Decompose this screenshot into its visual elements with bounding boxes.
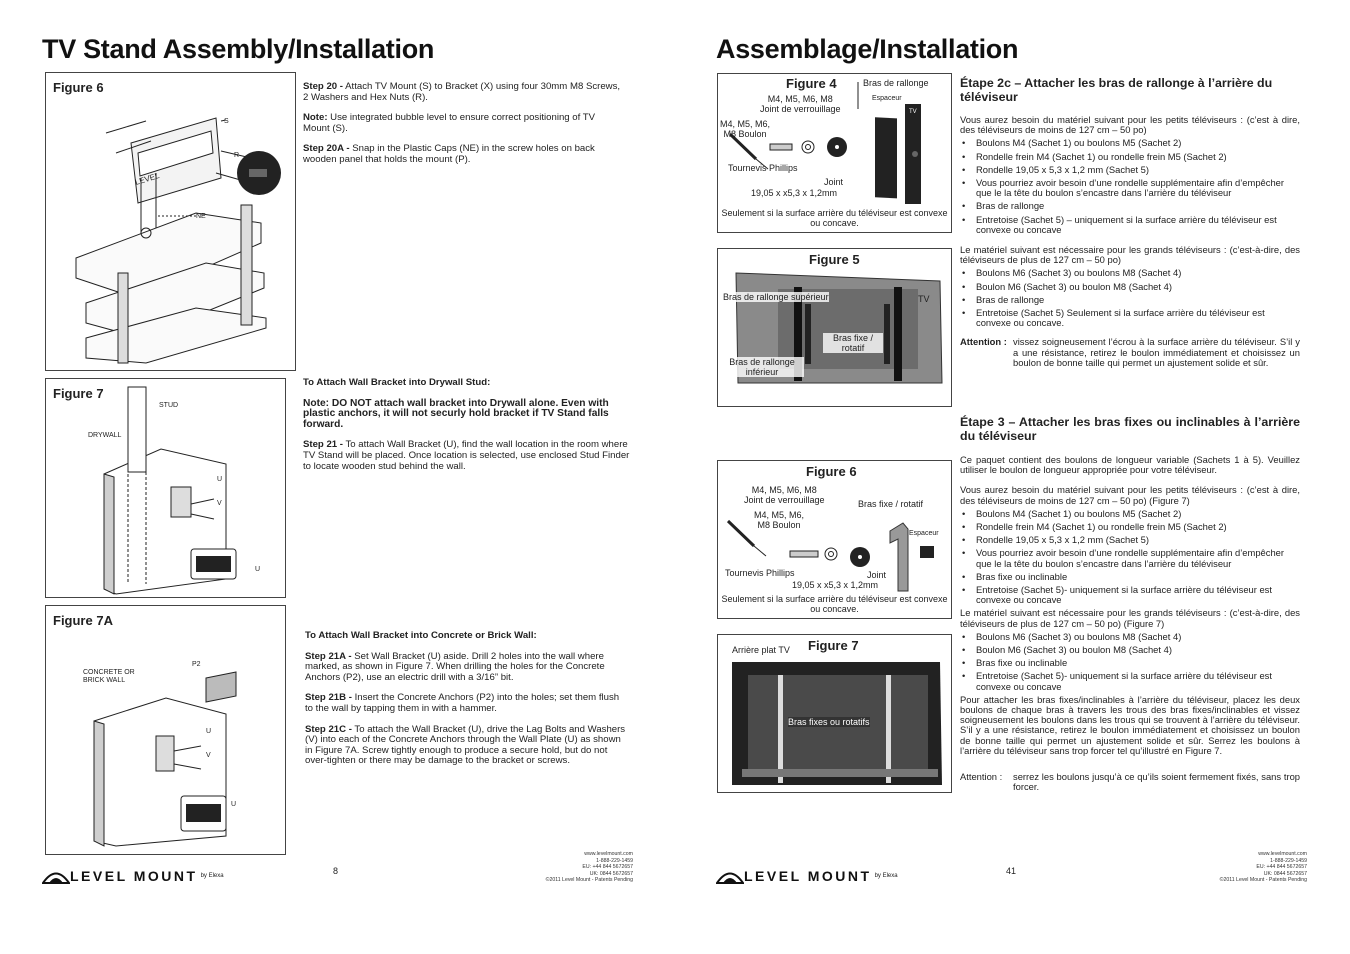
level-mount-logo-icon bbox=[716, 868, 744, 884]
attention-text: vissez soigneusement l’écrou à la surface arrière du téléviseur. S’il y a une résistance, retirez le boulon immédiatement et choisissez un boulon de bonne taille qui permet un ajustement solide et sûr. bbox=[1013, 336, 1300, 368]
figure-4-hardware bbox=[717, 73, 952, 233]
tv-stand-illustration bbox=[46, 73, 295, 370]
steps-20-block bbox=[303, 82, 621, 176]
label-joint: Joint bbox=[867, 570, 887, 580]
drywall-block bbox=[303, 378, 631, 482]
concrete-block bbox=[305, 631, 629, 777]
drywall-illustration bbox=[46, 379, 285, 597]
step-3-instructions: Pour attacher les bras fixes/inclinables à l’arrière du téléviseur, placez les deux boulons de chaque bras à travers les trous des bras fixes/inclinables et vissez soigneusement les boulons dans les trous qui se trouvent à l’arrière du téléviseur. S’il y a une résistance, retirez le boulon immédiatement et choisissez un boulon de bonne taille qui permet un ajustement solide et sûr. Serrez les boulons à l’arrière du téléviseur sans trop forcer tel qu’illustré en Figure 7. bbox=[960, 693, 1300, 756]
step-3-intro: Ce paquet contient des boulons de longueur variable (Sachets 1 à 5). Veuillez utiliser le boulon de longueur appropriée pour votre téléviseur. bbox=[960, 454, 1300, 476]
logo-by: by Elexa bbox=[874, 873, 898, 879]
label-drywall: DRYWALL bbox=[88, 432, 122, 439]
list-item: • Boulons M6 (Sachet 3) ou boulons M8 (Sachet 4) bbox=[960, 632, 1300, 642]
list-item: • Boulons M4 (Sachet 1) ou boulons M5 (Sachet 2) bbox=[960, 138, 1300, 148]
list-item: • Rondelle 19,05 x 5,3 x 1,2 mm (Sachet 5) bbox=[960, 535, 1300, 545]
label-extension-arm: Bras de rallonge bbox=[863, 78, 929, 88]
concrete-wall-illustration bbox=[46, 606, 285, 854]
label-screwdriver: Tournevis Phillips bbox=[728, 163, 798, 173]
label-r: R bbox=[234, 152, 240, 159]
logo-by: by Elexa bbox=[200, 873, 224, 879]
figure-title: Figure 6 bbox=[806, 464, 857, 479]
brand-logo-left bbox=[42, 868, 224, 884]
attention-note bbox=[960, 337, 1300, 368]
label-bolt-sizes: M4, M5, M6, M8 Joint de verrouillage bbox=[744, 485, 825, 505]
list-item: • Rondelle frein M4 (Sachet 1) ou rondelle frein M5 (Sachet 2) bbox=[960, 522, 1300, 532]
list-item: • Boulons M4 (Sachet 1) ou boulons M5 (Sachet 2) bbox=[960, 509, 1300, 519]
page-title-left: TV Stand Assembly/Installation bbox=[42, 34, 435, 64]
label-spacer: Espaceur bbox=[909, 530, 939, 537]
label-v: V bbox=[206, 752, 211, 759]
small-tv-hardware-list bbox=[960, 138, 1300, 235]
small-tv-hardware-list bbox=[960, 509, 1300, 606]
figure-7-drywall bbox=[45, 378, 286, 598]
label-upper-arm: Bras de rallonge supérieur bbox=[723, 292, 829, 302]
figure-title: Figure 7 bbox=[53, 386, 104, 401]
step-21: Step 21 - To attach Wall Bracket (U), find the wall location in the room where TV Stand will be placed. Once location is selected, use enclosed Stud Finder to locate wooden stud behind the wall. bbox=[303, 439, 630, 472]
figure-caption: Seulement si la surface arrière du téléviseur est convexe ou concave. bbox=[721, 208, 948, 228]
step-2c-intro-small: Vous aurez besoin du matériel suivant pour les petits téléviseurs : (c’est à dire, des téléviseurs de moins de 127 cm – 50 po) bbox=[960, 114, 1300, 136]
step-21b: Step 21B - Insert the Concrete Anchors (P2) into the holes; set them flush to the wall by tapping them in with a hammer. bbox=[305, 692, 620, 714]
figure-6-hardware bbox=[717, 460, 952, 619]
page-title-right: Assemblage/Installation bbox=[716, 34, 1019, 64]
list-item: • Bras de rallonge bbox=[960, 201, 1300, 211]
figure-title: Figure 7 bbox=[808, 638, 859, 653]
tv-arms-illustration bbox=[718, 635, 951, 792]
logo-word: LEVEL MOUNT bbox=[744, 868, 872, 884]
label-ne: NE bbox=[196, 213, 206, 220]
note-level: Note: Use integrated bubble level to ensure correct positioning of TV Mount (S). bbox=[303, 112, 596, 134]
attention-label: Attention : bbox=[960, 771, 1003, 783]
step-2c-heading: Étape 2c – Attacher les bras de rallonge à l’arrière du téléviseur bbox=[960, 76, 1273, 104]
page-number-left: 8 bbox=[333, 866, 339, 876]
label-dimension: 19,05 x x5,3 x 1,2mm bbox=[751, 188, 838, 198]
list-item: • Rondelle 19,05 x 5,3 x 1,2 mm (Sachet 5) bbox=[960, 165, 1300, 175]
label-bolt: M4, M5, M6, M8 Boulon bbox=[754, 510, 805, 530]
list-item: • Entretoise (Sachet 5)- uniquement si la surface arrière du téléviseur est convexe ou concave bbox=[960, 671, 1300, 691]
label-fixed-arm: Bras fixe / rotatif bbox=[823, 333, 883, 353]
label-lower-arm: Bras de rallonge inférieur bbox=[720, 357, 804, 377]
list-item: • Vous pourriez avoir besoin d’une rondelle supplémentaire afin d’empêcher que le la tête du boulon s’encastre dans l’arrière du téléviseur bbox=[960, 548, 1300, 568]
label-flat-back: Arrière plat TV bbox=[732, 645, 790, 655]
step-3-section bbox=[960, 415, 1300, 792]
step-3-intro-large: Le matériel suivant est nécessaire pour les grands téléviseurs : (c’est-à-dire, des téléviseurs de plus de 127 cm – 50 po) (Figure 7) bbox=[960, 607, 1300, 629]
figure-title: Figure 5 bbox=[809, 252, 860, 267]
level-mount-logo-icon bbox=[42, 868, 70, 884]
attention-note bbox=[960, 772, 1300, 792]
list-item: • Bras fixe ou inclinable bbox=[960, 658, 1300, 668]
step-21c: Step 21C - To attach the Wall Bracket (U), drive the Lag Bolts and Washers (V) into each of the Concrete Anchors through the Wall Plate (U) as shown in Figure 7A. Screw tightly enough to produce a secure hold, but do not over-tighten or there may be damage to the bracket or screws. bbox=[305, 723, 626, 767]
large-tv-hardware-list bbox=[960, 632, 1300, 692]
step-3-intro-small: Vous aurez besoin du matériel suivant pour les petits téléviseurs : (c’est à dire, des téléviseurs de moins de 127 cm – 50 po) (Figure 7) bbox=[960, 484, 1300, 506]
list-item: • Vous pourriez avoir besoin d’une rondelle supplémentaire afin d’empêcher que le la tête du boulon s’encastre dans l’arrière du téléviseur bbox=[960, 178, 1300, 198]
concrete-heading: To Attach Wall Bracket into Concrete or Brick Wall: bbox=[305, 630, 537, 641]
list-item: • Boulon M6 (Sachet 3) ou boulon M8 (Sachet 4) bbox=[960, 645, 1300, 655]
svg-text:LEVEL: LEVEL bbox=[133, 171, 161, 187]
brand-logo-right bbox=[716, 868, 898, 884]
attention-text: serrez les boulons jusqu’à ce qu’ils soient fermement fixés, sans trop forcer. bbox=[1013, 771, 1300, 793]
attention-label: Attention : bbox=[960, 336, 1007, 348]
label-u2: U bbox=[255, 566, 261, 573]
label-concrete: CONCRETE OR BRICK WALL bbox=[83, 669, 135, 684]
label-screwdriver: Tournevis Phillips bbox=[725, 568, 795, 578]
label-tv: TV bbox=[909, 109, 917, 115]
step-20a: Step 20A - Snap in the Plastic Caps (NE) in the screw holes on back wooden panel that holds the mount (P). bbox=[303, 143, 595, 165]
figure-title: Figure 7A bbox=[53, 613, 113, 628]
label-u1: U bbox=[217, 476, 223, 483]
step-21a: Step 21A - Set Wall Bracket (U) aside. Drill 2 holes into the wall where marked, as shown in Figure 7. When drilling the holes for the Concrete Anchors (P2), use an electric drill with a 3/16” bit. bbox=[305, 650, 605, 683]
label-bolt-sizes: M4, M5, M6, M8 Joint de verrouillage bbox=[760, 94, 841, 114]
step-2c-intro-large: Le matériel suivant est nécessaire pour les grands téléviseurs : (c’est-à-dire, des téléviseurs de plus de 127 cm – 50 po) bbox=[960, 244, 1300, 266]
footer-contact-right: www.levelmount.com 1-888-229-1459 EU: +44 844 5672657 UK: 0844 5672657 ©2011 Level Mount - Patents Pending bbox=[1219, 851, 1307, 884]
label-bolt: M4, M5, M6, M8 Boulon bbox=[720, 119, 771, 139]
label-u2: U bbox=[231, 801, 237, 808]
figure-5-tv-back bbox=[717, 248, 952, 407]
list-item: • Entretoise (Sachet 5) – uniquement si la surface arrière du téléviseur est convexe ou concave bbox=[960, 215, 1300, 235]
drywall-note: Note: DO NOT attach wall bracket into Drywall alone. Even with plastic anchors, it will not securly hold bracket if TV Stand falls forward. bbox=[303, 397, 609, 430]
figure-title: Figure 4 bbox=[786, 76, 837, 91]
label-joint: Joint bbox=[824, 177, 844, 187]
label-p2: P2 bbox=[192, 661, 201, 668]
step-2c-section bbox=[960, 76, 1300, 368]
label-tv: TV bbox=[918, 294, 930, 304]
label-fixed-arm: Bras fixe / rotatif bbox=[858, 499, 924, 509]
tv-back-illustration bbox=[718, 249, 951, 406]
list-item: • Entretoise (Sachet 5)- uniquement si la surface arrière du téléviseur est convexe ou concave bbox=[960, 585, 1300, 605]
label-spacer: Espaceur bbox=[872, 95, 902, 102]
list-item: • Bras de rallonge bbox=[960, 295, 1300, 305]
step-20: Step 20 - Attach TV Mount (S) to Bracket (X) using four 30mm M8 Screws, 2 Washers and Hex Nuts (R). bbox=[303, 81, 621, 103]
drywall-heading: To Attach Wall Bracket into Drywall Stud: bbox=[303, 377, 491, 388]
logo-word: LEVEL MOUNT bbox=[70, 868, 198, 884]
list-item: • Boulon M6 (Sachet 3) ou boulon M8 (Sachet 4) bbox=[960, 282, 1300, 292]
label-u1: U bbox=[206, 728, 212, 735]
footer-contact-left: www.levelmount.com 1-888-229-1459 EU: +44 844 5672657 UK: 0844 5672657 ©2011 Level Mount - Patents Pending bbox=[545, 851, 633, 884]
label-stud: STUD bbox=[159, 402, 179, 409]
step-3-heading: Étape 3 – Attacher les bras fixes ou inclinables à l’arrière du téléviseur bbox=[960, 415, 1300, 443]
list-item: • Entretoise (Sachet 5) Seulement si la surface arrière du téléviseur est convexe ou concave. bbox=[960, 308, 1300, 328]
figure-7-tv-arms bbox=[717, 634, 952, 793]
figure-caption: Seulement si la surface arrière du téléviseur est convexe ou concave. bbox=[721, 594, 948, 614]
list-item: • Bras fixe ou inclinable bbox=[960, 572, 1300, 582]
list-item: • Rondelle frein M4 (Sachet 1) ou rondelle frein M5 (Sachet 2) bbox=[960, 152, 1300, 162]
figure-title: Figure 6 bbox=[53, 80, 104, 95]
page-number-right: 41 bbox=[1006, 866, 1017, 876]
label-s: S bbox=[224, 118, 229, 125]
figure-6-tv-stand bbox=[45, 72, 296, 371]
figure-7a-concrete bbox=[45, 605, 286, 855]
label-arms: Bras fixes ou rotatifs bbox=[788, 717, 870, 727]
label-dimension: 19,05 x x5,3 x 1,2mm bbox=[792, 580, 879, 590]
list-item: • Boulons M6 (Sachet 3) ou boulons M8 (Sachet 4) bbox=[960, 268, 1300, 278]
large-tv-hardware-list bbox=[960, 268, 1300, 328]
label-v: V bbox=[217, 500, 222, 507]
